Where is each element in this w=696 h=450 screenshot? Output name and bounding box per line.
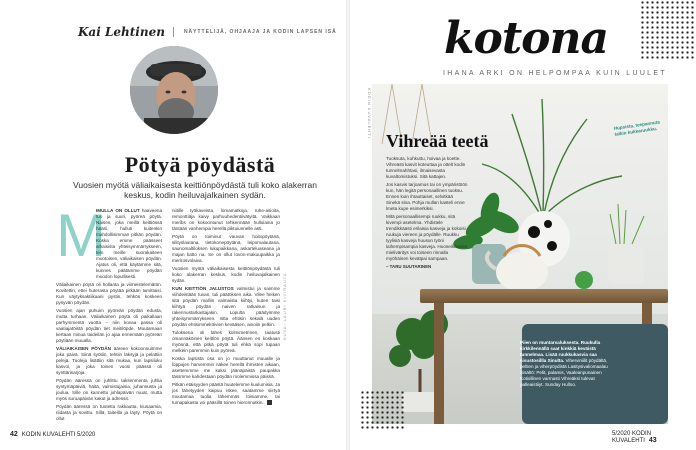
paragraph bbox=[56, 346, 162, 376]
paragraph-text: Tuloksena oli lähes kolmimetrinen, taatusti omannäköinen keittiön pöytä. Äänsen en koskaan myönnä, että pitkä pöytä tuli ehkä sopi tupaan melkein paremmin kuin pyöreä. bbox=[172, 330, 280, 353]
right-article-intro bbox=[386, 156, 468, 272]
paragraph bbox=[172, 208, 280, 232]
left-column-2 bbox=[172, 208, 280, 408]
paragraph: Tuoksuta, kuhkuttu, hoivaa ja koette. Vihreästi kasvit koteuttaa ja ottelt kodin tunnelmahhtasi, ilmaisevasta kuvaltomistuksi. Sitä kattajen. bbox=[386, 156, 466, 179]
paragraph bbox=[172, 356, 280, 380]
photo-credit: KUVA: LAURI KIVIRAUTA bbox=[282, 272, 287, 340]
portrait-illustration bbox=[130, 46, 218, 134]
left-column-1 bbox=[56, 202, 162, 424]
paragraph bbox=[172, 330, 280, 354]
paragraph bbox=[56, 202, 162, 280]
paragraph bbox=[172, 286, 280, 328]
wooden-shelf bbox=[420, 289, 668, 303]
section-vertical-label: KODIN KUVALEHTI bbox=[367, 88, 372, 139]
byline-role: NÄYTTELIJÄ, OHJAAJA JA KODIN LAPSEN ISÄ bbox=[183, 29, 337, 35]
handwritten-note: Hupsista, teepannuta talkin kukkaruukku. bbox=[613, 119, 661, 137]
paragraph-text: Pöydän ääressä on tuotettu rakkautta, kiusaamia, riidasta ja sovittu. Sillä, taiteilla ja läyty. Pöytä on ollut bbox=[56, 404, 162, 421]
paragraph-text: Vuosien ajan puhuim pyöreän pöydän edusta, mutta turhaan. Väliaikainen pöytä oli paikallaan parhymmentä vuotta – niin kovaa passa oli vaatiajatöistä pöydän tiet meitilöpde. Muutamaan kertaan minua taideilän jo ajaa ennemään pyöreän pöytiään muualla. bbox=[56, 308, 162, 343]
paragraph-text: Koska lapsista osa on jo muuttanut muualle ja loppujen harvemmin näkee herellä ihmisten aikaan, asettemmme me kaksi jäänäpäistä paupakka tässmme kahdestaan pöydän molemmissa päissä. bbox=[172, 356, 280, 379]
drop-cap: M bbox=[56, 202, 106, 269]
byline-divider bbox=[173, 27, 174, 37]
folio-right bbox=[612, 431, 696, 444]
folio-text: 5/2020 KODIN KUVALEHTI bbox=[612, 431, 652, 444]
page-number: 42 bbox=[10, 431, 18, 438]
caption-body: Viherviniilit pöydältä, peltien ja viherpöydistä Lasitysivaliomaalau Sisältö: Pelit, palamis, Vaaleanpunainen Kotiollinen varmasti Vihreäksi tulevat palleaistiiyt. Sunday Hulloo. bbox=[520, 358, 608, 387]
paragraph bbox=[172, 266, 280, 284]
paragraph-text: Pitkän etäisyyden päästä huutelemme kuulumisia. Ja jos lähetyyden kaipuu iskee, saatamme siirtyä muutamaa tuolia lähemmäs toisiamme, tai tumapakasta voi pääsillä toinen hieronnutkin. bbox=[172, 382, 281, 405]
paragraph bbox=[56, 282, 162, 306]
section-kicker: kotona bbox=[444, 13, 609, 64]
right-article-title: Vihreää teetä bbox=[386, 131, 489, 151]
folio-left bbox=[10, 431, 95, 438]
caption-lead: Piien on muntarsaluksesta. Ruukulla kirkkilennällä saat kinkkiä keväistä tunnelmaa. Lisää ruukkukasvia saa sisustosillla Sinulta. bbox=[520, 340, 601, 363]
paragraph-text: Pöydän ääressä on juhlittu taksenmenta juhlia syntymäpäiviä, häitä, valmistujaisia, juhannusta ja joulua. Sille on kannettu juhlapäivän ruuat, mutta myös suruapäivän kakut ja adressit. bbox=[56, 378, 162, 401]
paragraph: Jos kasvis tarjoamus tai on ympäristöön kun, hän legitä personaallinen tuoksu. Ennen kuin ihtauttaiset, selvitkää Sinekä sina. Pohja mullan kasteli enne lmeta kupe esimerkiksi. bbox=[386, 182, 468, 211]
paragraph bbox=[172, 234, 280, 264]
intro-credit: – TARU SUUTARINEN bbox=[386, 264, 432, 269]
paragraph bbox=[56, 404, 162, 422]
paragraph-text: haaveena tuo ja suuri, pyöreä pöytä. Naisen, joka meillä keittiössä häärii, hulluti kuitenkin mahdollisimman pitkän pöydän. Koska emme päässeet alhaisista yhteisymmärrykseen, tein meille suorakaiteen muotoisen, väliaikaisen pöydän. Ajatus oli, että käytämme sitä, kunnes päätämme pöydän muodon lopullisesti. bbox=[96, 208, 162, 279]
spine-gutter bbox=[346, 0, 350, 450]
paragraph-text: ääreen kokoonnuimme joka päivä. Siinä syötiin, tehtiin läksyjä ja pelattiin pelejä. Tuoleja lisättiin sitä mukaa, kun lapsiluku kasvoi, ja joka toinen vuosi päässä oli synttärisarjoja. bbox=[56, 346, 162, 375]
paragraph: Mitä personaallisempi ruukku, sitä kivempi asetelma. Yhdistele trendikkäästi erilaisia kasveja ja kokoisi ruukuja viereen ja pöydälle. Ruukku tyylisiä kasveja huusun työni laihempisampia kasveja. Huoneikasvien mieliväritys voi toiseen rinnalla myöhäinen kevätpai sampaan. bbox=[386, 214, 468, 261]
end-mark-icon bbox=[267, 400, 272, 405]
left-article-lead: Vuosien myötä väliaikaisesta keittiönpöydästä tuli koko alakerran keskus, kodin heiluvajalkainen sydän. bbox=[73, 180, 317, 200]
dot-pattern-decoration bbox=[640, 0, 696, 60]
byline-name: Kai Lehtinen bbox=[78, 25, 165, 39]
paragraph-text: Väliaikainen pöytä oli hollanta ja viimeistelemätön. Kovitettin, ettei huterasta pöytää pitkään tarvittaisi. Kun väytyksaktiikaani pystin, tehkös koskeen pysyvän pöydän. bbox=[56, 282, 162, 305]
page-number: 43 bbox=[648, 437, 657, 444]
paragraph-lead: KUN KEITTIÖN JALUSTOS bbox=[172, 286, 234, 291]
paragraph bbox=[172, 382, 280, 406]
paragraph-text: Pöytä on toiminut vauvan hoitopöytänä, silityslautana, tietokonepöytänä, leipomalautana, saunomaltiloksen lukupaikkana, askarteluaseana ja majan katto na. Se on ollut lovon-makuupaikka ja merirosvolaiva. bbox=[172, 234, 280, 263]
paragraph-lead: VÄLIAIKAISEN PÖYDÄN bbox=[56, 346, 111, 351]
left-article-title: Pötyä pöydästä bbox=[124, 152, 276, 177]
section-subtitle: IHANA ARKI ON HELPOMPAA KUIN LUULET bbox=[443, 70, 667, 77]
paragraph bbox=[56, 308, 162, 344]
photo-caption bbox=[520, 340, 614, 388]
dot-pattern-decoration bbox=[360, 390, 406, 430]
paragraph-text: niitille työkaveista, lomamatkoja, ruhe-asioita, remonttiäja kaivy parhuuhedentiivätyitä. Vaikkaan meribs on kokoontunut tehkennään hulloiaina jo täntään vanhempia herellä piktuiunnelle asti. bbox=[172, 208, 280, 231]
author-portrait bbox=[130, 46, 218, 134]
byline bbox=[78, 24, 337, 40]
paragraph bbox=[56, 378, 162, 402]
paragraph-lead: IMULLA ON OLLUT bbox=[96, 208, 140, 213]
folio-text: KODIN KUVALEHTI 5/2020 bbox=[21, 432, 96, 438]
paragraph-text: valmistui ja saimme viihdeistään tuvan, tuli päätöksen aika. Vilee heiken sitä pöydän malliin valmaista kiihtyi, kuten taisi kiihtyä pöydän naiven ratkaisun ja rakennustarkastajakin. Lopulta päädyimme yhteisymmärrykseen. Istta ehtisin sekalä uuden pöydän ehtisimmeköivien kevääsen, ainoiin pelkin. bbox=[172, 286, 280, 327]
paragraph-text: Vuosien myötä väliaikaisesta keittiönpöydästä tuli koko alakerran keskus, kodin heiluvajalkainen sydän. bbox=[172, 266, 280, 283]
shelf-leg bbox=[434, 303, 444, 424]
